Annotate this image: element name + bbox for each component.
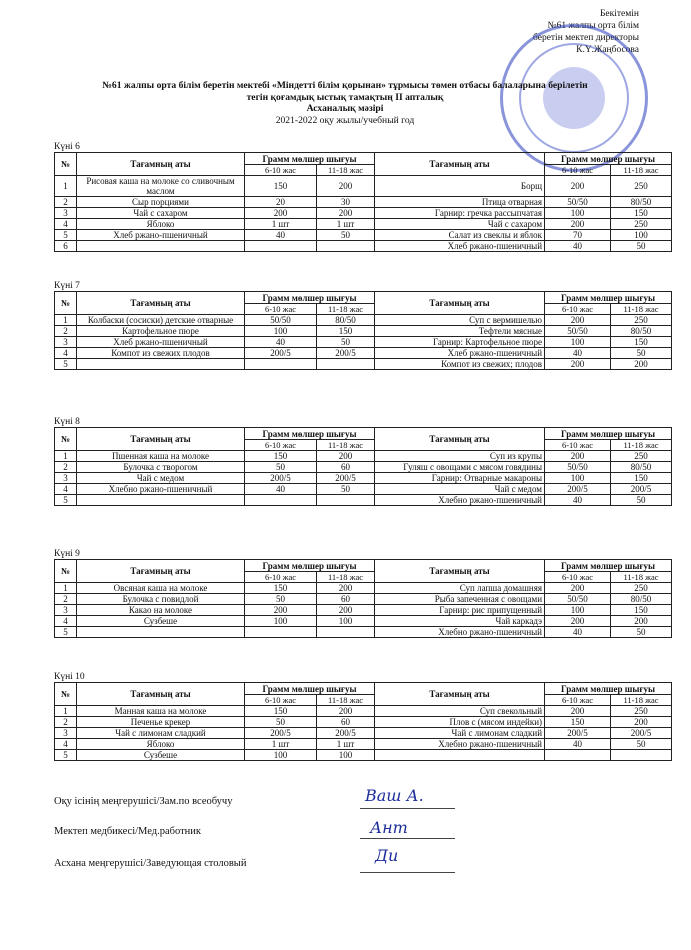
age-11-18-header: 11-18 жас [317, 304, 375, 315]
breakfast-dish: Печенье крекер [77, 717, 245, 728]
breakfast-dish: Какао на молоке [77, 605, 245, 616]
breakfast-dish: Сузбеше [77, 750, 245, 761]
row-number: 4 [55, 739, 77, 750]
lunch-dish: Хлебно ржано-пшеничный [375, 739, 545, 750]
lunch-gram-11-18: 80/50 [611, 197, 672, 208]
breakfast-gram-6-10: 50/50 [245, 315, 317, 326]
table-row [55, 359, 672, 370]
day-label: Күні 6 [54, 142, 80, 152]
breakfast-gram-11-18: 60 [317, 717, 375, 728]
lunch-gram-11-18: 200/5 [611, 484, 672, 495]
breakfast-gram-11-18 [317, 627, 375, 638]
age-6-10-header: 6-10 жас [545, 572, 611, 583]
breakfast-gram-11-18: 60 [317, 594, 375, 605]
lunch-gram-6-10: 50/50 [545, 197, 611, 208]
breakfast-dish: Яблоко [77, 219, 245, 230]
lunch-gram-6-10: 100 [545, 208, 611, 219]
breakfast-gram-6-10: 40 [245, 230, 317, 241]
breakfast-gram-6-10 [245, 359, 317, 370]
menu-table [54, 427, 672, 506]
day-label: Күні 8 [54, 417, 80, 427]
lunch-gram-11-18: 50 [611, 241, 672, 252]
menu-table [54, 682, 672, 761]
age-6-10-header: 6-10 жас [245, 165, 317, 176]
day-label: Күні 9 [54, 549, 80, 559]
breakfast-gram-11-18 [317, 495, 375, 506]
breakfast-gram-6-10: 50 [245, 717, 317, 728]
lunch-gram-6-10: 40 [545, 348, 611, 359]
menu-table [54, 559, 672, 638]
lunch-gram-6-10: 200 [545, 315, 611, 326]
row-number: 2 [55, 717, 77, 728]
table-row [55, 315, 672, 326]
lunch-dish [375, 750, 545, 761]
lunch-gram-header: Грамм мөлшер шығуы [545, 560, 672, 572]
lunch-dish: Гарнир: Картофельное пюре [375, 337, 545, 348]
breakfast-gram-11-18: 30 [317, 197, 375, 208]
lunch-dish: Суп лапша домашняя [375, 583, 545, 594]
breakfast-gram-6-10: 200/5 [245, 728, 317, 739]
breakfast-dish-header: Тағамның аты [77, 560, 245, 583]
breakfast-gram-6-10: 1 шт [245, 219, 317, 230]
breakfast-dish: Хлеб ржано-пшеничный [77, 230, 245, 241]
breakfast-dish [77, 495, 245, 506]
breakfast-dish-header: Тағамның аты [77, 292, 245, 315]
table-row [55, 219, 672, 230]
lunch-gram-11-18: 250 [611, 219, 672, 230]
table-row [55, 706, 672, 717]
row-number: 4 [55, 219, 77, 230]
breakfast-dish: Хлеб ржано-пшеничный [77, 337, 245, 348]
breakfast-gram-11-18: 50 [317, 230, 375, 241]
lunch-dish: Гарнир: рис припущенный [375, 605, 545, 616]
breakfast-gram-11-18: 50 [317, 337, 375, 348]
lunch-gram-11-18: 150 [611, 337, 672, 348]
table-row [55, 495, 672, 506]
table-row [55, 348, 672, 359]
lunch-dish: Чай с лимонам сладкий [375, 728, 545, 739]
table-row [55, 616, 672, 627]
breakfast-dish: Пшенная каша на молоке [77, 451, 245, 462]
table-row [55, 594, 672, 605]
breakfast-gram-6-10 [245, 627, 317, 638]
num-header: № [55, 683, 77, 706]
breakfast-dish: Чай с лимонам сладкий [77, 728, 245, 739]
table-row [55, 627, 672, 638]
row-number: 5 [55, 627, 77, 638]
lunch-gram-11-18: 200 [611, 717, 672, 728]
lunch-gram-6-10: 40 [545, 627, 611, 638]
lunch-dish-header: Тағамның аты [375, 153, 545, 176]
lunch-gram-11-18: 200 [611, 359, 672, 370]
lunch-gram-6-10: 200 [545, 176, 611, 197]
breakfast-gram-6-10: 100 [245, 750, 317, 761]
row-number: 2 [55, 462, 77, 473]
breakfast-gram-11-18: 1 шт [317, 219, 375, 230]
lunch-dish: Салат из свеклы и яблок [375, 230, 545, 241]
header-row [55, 683, 672, 695]
lunch-dish: Птица отварная [375, 197, 545, 208]
document-title [20, 80, 670, 126]
lunch-gram-6-10: 200/5 [545, 728, 611, 739]
breakfast-gram-6-10 [245, 495, 317, 506]
breakfast-gram-11-18 [317, 359, 375, 370]
lunch-dish: Борщ [375, 176, 545, 197]
breakfast-dish: Рисовая каша на молоке со сливочным маслом [77, 176, 245, 197]
table-row [55, 241, 672, 252]
lunch-dish-header: Тағамның аты [375, 683, 545, 706]
row-number: 5 [55, 750, 77, 761]
lunch-dish: Хлеб ржано-пшеничный [375, 348, 545, 359]
lunch-gram-6-10: 40 [545, 241, 611, 252]
approval-line-1: Бекітемін [599, 9, 639, 19]
lunch-gram-11-18: 50 [611, 348, 672, 359]
row-number: 3 [55, 337, 77, 348]
breakfast-gram-11-18: 100 [317, 750, 375, 761]
lunch-gram-header: Грамм мөлшер шығуы [545, 683, 672, 695]
lunch-gram-11-18: 50 [611, 627, 672, 638]
menu-table [54, 291, 672, 370]
lunch-gram-11-18: 250 [611, 451, 672, 462]
signature-3-role: Асхана меңгерушісі/Заведующая столовый [54, 858, 247, 869]
breakfast-gram-6-10: 100 [245, 616, 317, 627]
breakfast-gram-11-18: 50 [317, 484, 375, 495]
lunch-gram-6-10: 40 [545, 739, 611, 750]
breakfast-gram-11-18: 200 [317, 605, 375, 616]
lunch-gram-6-10: 200 [545, 451, 611, 462]
lunch-dish: Плов с (мясом индейки) [375, 717, 545, 728]
table-row [55, 728, 672, 739]
signature-1-role: Оқу ісінің меңгерушісі/Зам.по всеобучу [54, 796, 233, 807]
breakfast-dish: Сузбеше [77, 616, 245, 627]
age-6-10-header: 6-10 жас [545, 165, 611, 176]
table-row [55, 739, 672, 750]
lunch-dish-header: Тағамның аты [375, 292, 545, 315]
lunch-dish: Суп свекольный [375, 706, 545, 717]
lunch-gram-6-10: 200 [545, 359, 611, 370]
age-11-18-header: 11-18 жас [611, 165, 672, 176]
breakfast-dish: Сыр порциями [77, 197, 245, 208]
age-11-18-header: 11-18 жас [317, 572, 375, 583]
school-year: 2021-2022 оқу жылы/учебный год [275, 114, 415, 126]
row-number: 2 [55, 197, 77, 208]
signature-2-line [360, 838, 455, 839]
age-6-10-header: 6-10 жас [245, 695, 317, 706]
breakfast-gram-6-10: 200 [245, 605, 317, 616]
approval-line-4: К.Ү.Жаңбосова [576, 45, 639, 55]
breakfast-gram-6-10: 40 [245, 484, 317, 495]
lunch-dish: Суп из крупы [375, 451, 545, 462]
table-row [55, 230, 672, 241]
breakfast-gram-11-18: 200/5 [317, 348, 375, 359]
title-line-3: Асханалық мәзірі [306, 103, 384, 114]
lunch-dish: Хлебно ржано-пшеничный [375, 627, 545, 638]
breakfast-gram-11-18 [317, 241, 375, 252]
menu-table [54, 152, 672, 252]
lunch-gram-11-18: 250 [611, 706, 672, 717]
lunch-gram-11-18: 150 [611, 473, 672, 484]
breakfast-gram-11-18: 100 [317, 616, 375, 627]
row-number: 4 [55, 616, 77, 627]
breakfast-dish: Булочка с повидлой [77, 594, 245, 605]
age-6-10-header: 6-10 жас [245, 304, 317, 315]
age-11-18-header: 11-18 жас [317, 440, 375, 451]
table-row [55, 208, 672, 219]
breakfast-dish-header: Тағамның аты [77, 683, 245, 706]
lunch-gram-6-10: 200 [545, 583, 611, 594]
lunch-gram-11-18: 80/50 [611, 326, 672, 337]
breakfast-dish: Хлебно ржано-пшеничный [77, 484, 245, 495]
lunch-dish: Хлебно ржано-пшеничный [375, 495, 545, 506]
lunch-dish-header: Тағамның аты [375, 428, 545, 451]
lunch-gram-11-18: 200 [611, 616, 672, 627]
breakfast-gram-6-10: 20 [245, 197, 317, 208]
row-number: 3 [55, 473, 77, 484]
lunch-gram-6-10: 200/5 [545, 484, 611, 495]
num-header: № [55, 560, 77, 583]
breakfast-gram-11-18: 200/5 [317, 728, 375, 739]
lunch-dish: Компот из свежих; плодов [375, 359, 545, 370]
lunch-dish: Гарнир: Отварные макароны [375, 473, 545, 484]
age-11-18-header: 11-18 жас [317, 165, 375, 176]
row-number: 1 [55, 583, 77, 594]
breakfast-gram-6-10: 200 [245, 208, 317, 219]
breakfast-gram-6-10: 50 [245, 462, 317, 473]
breakfast-gram-6-10: 150 [245, 451, 317, 462]
breakfast-gram-header: Грамм мөлшер шығуы [245, 292, 375, 304]
age-11-18-header: 11-18 жас [611, 695, 672, 706]
lunch-gram-6-10: 100 [545, 337, 611, 348]
num-header: № [55, 292, 77, 315]
breakfast-gram-11-18: 200 [317, 583, 375, 594]
breakfast-dish [77, 359, 245, 370]
num-header: № [55, 428, 77, 451]
breakfast-gram-11-18: 1 шт [317, 739, 375, 750]
breakfast-dish-header: Тағамның аты [77, 428, 245, 451]
breakfast-dish: Картофельное пюре [77, 326, 245, 337]
row-number: 6 [55, 241, 77, 252]
lunch-gram-6-10: 50/50 [545, 462, 611, 473]
lunch-gram-6-10: 200 [545, 219, 611, 230]
row-number: 1 [55, 451, 77, 462]
age-6-10-header: 6-10 жас [245, 440, 317, 451]
lunch-dish: Чай с сахаром [375, 219, 545, 230]
breakfast-gram-11-18: 200 [317, 706, 375, 717]
breakfast-dish: Овсяная каша на молоке [77, 583, 245, 594]
approval-line-3: беретін мектеп директоры [533, 33, 639, 43]
row-number: 2 [55, 326, 77, 337]
breakfast-gram-6-10: 50 [245, 594, 317, 605]
lunch-gram-11-18: 250 [611, 315, 672, 326]
lunch-gram-11-18: 80/50 [611, 594, 672, 605]
breakfast-gram-6-10: 200/5 [245, 348, 317, 359]
lunch-gram-header: Грамм мөлшер шығуы [545, 428, 672, 440]
lunch-gram-6-10: 70 [545, 230, 611, 241]
breakfast-gram-6-10: 40 [245, 337, 317, 348]
signature-3-mark: Ди [375, 846, 399, 865]
breakfast-gram-11-18: 60 [317, 462, 375, 473]
table-row [55, 462, 672, 473]
num-header: № [55, 153, 77, 176]
title-line-2: тегін қоғамдық ыстық тамақтың II апталық [246, 91, 444, 103]
breakfast-gram-11-18: 200 [317, 451, 375, 462]
header-row [55, 560, 672, 572]
approval-line-2: №61 жалпы орта білім [547, 21, 639, 31]
table-row [55, 473, 672, 484]
lunch-dish: Суп с вермишелью [375, 315, 545, 326]
lunch-gram-6-10: 50/50 [545, 326, 611, 337]
lunch-gram-11-18: 50 [611, 739, 672, 750]
day-label: Күні 10 [54, 672, 85, 682]
lunch-gram-11-18: 150 [611, 208, 672, 219]
row-number: 5 [55, 495, 77, 506]
lunch-gram-6-10: 100 [545, 605, 611, 616]
age-11-18-header: 11-18 жас [611, 572, 672, 583]
age-11-18-header: 11-18 жас [317, 695, 375, 706]
breakfast-gram-6-10: 200/5 [245, 473, 317, 484]
age-6-10-header: 6-10 жас [545, 304, 611, 315]
breakfast-dish [77, 627, 245, 638]
age-11-18-header: 11-18 жас [611, 440, 672, 451]
lunch-gram-11-18: 200/5 [611, 728, 672, 739]
lunch-gram-11-18 [611, 750, 672, 761]
lunch-gram-6-10: 200 [545, 616, 611, 627]
lunch-gram-6-10: 200 [545, 706, 611, 717]
age-6-10-header: 6-10 жас [545, 440, 611, 451]
row-number: 2 [55, 594, 77, 605]
header-row [55, 292, 672, 304]
lunch-dish: Гуляш с овощами с мясом говядины [375, 462, 545, 473]
breakfast-dish: Компот из свежих плодов [77, 348, 245, 359]
table-row [55, 484, 672, 495]
age-11-18-header: 11-18 жас [611, 304, 672, 315]
row-number: 5 [55, 359, 77, 370]
lunch-gram-11-18: 150 [611, 605, 672, 616]
lunch-gram-6-10 [545, 750, 611, 761]
breakfast-dish: Манная каша на молоке [77, 706, 245, 717]
table-row [55, 326, 672, 337]
lunch-gram-11-18: 250 [611, 583, 672, 594]
title-line-1: №61 жалпы орта білім беретін мектебі «Міндетті білім қорынан» тұрмысы төмен отбасы балаларына берілетін [102, 80, 588, 91]
breakfast-gram-header: Грамм мөлшер шығуы [245, 428, 375, 440]
breakfast-dish: Колбаски (сосиски) детские отварные [77, 315, 245, 326]
breakfast-gram-6-10: 150 [245, 176, 317, 197]
lunch-gram-header: Грамм мөлшер шығуы [545, 292, 672, 304]
breakfast-gram-header: Грамм мөлшер шығуы [245, 683, 375, 695]
breakfast-dish [77, 241, 245, 252]
lunch-gram-6-10: 150 [545, 717, 611, 728]
age-6-10-header: 6-10 жас [545, 695, 611, 706]
breakfast-dish-header: Тағамның аты [77, 153, 245, 176]
row-number: 3 [55, 728, 77, 739]
row-number: 3 [55, 208, 77, 219]
breakfast-gram-6-10: 1 шт [245, 739, 317, 750]
table-row [55, 451, 672, 462]
breakfast-gram-6-10: 100 [245, 326, 317, 337]
row-number: 1 [55, 706, 77, 717]
table-row [55, 176, 672, 197]
table-row [55, 583, 672, 594]
lunch-gram-11-18: 80/50 [611, 462, 672, 473]
day-label: Күні 7 [54, 281, 80, 291]
signature-3-line [360, 872, 455, 873]
lunch-dish: Рыба запеченная с овощами [375, 594, 545, 605]
breakfast-gram-header: Грамм мөлшер шығуы [245, 153, 375, 165]
breakfast-gram-6-10: 150 [245, 706, 317, 717]
breakfast-gram-header: Грамм мөлшер шығуы [245, 560, 375, 572]
lunch-dish: Тефтели мясные [375, 326, 545, 337]
row-number: 4 [55, 348, 77, 359]
header-row [55, 153, 672, 165]
lunch-gram-6-10: 40 [545, 495, 611, 506]
row-number: 1 [55, 315, 77, 326]
breakfast-dish: Чай с медом [77, 473, 245, 484]
age-6-10-header: 6-10 жас [245, 572, 317, 583]
signature-1-mark: Ваш А. [365, 786, 424, 805]
table-row [55, 197, 672, 208]
table-row [55, 605, 672, 616]
breakfast-gram-6-10 [245, 241, 317, 252]
lunch-dish: Чай с медом [375, 484, 545, 495]
lunch-gram-6-10: 50/50 [545, 594, 611, 605]
lunch-dish: Гарнир: гречка рассыпчатая [375, 208, 545, 219]
breakfast-dish: Яблоко [77, 739, 245, 750]
lunch-gram-header: Грамм мөлшер шығуы [545, 153, 672, 165]
lunch-gram-6-10: 100 [545, 473, 611, 484]
row-number: 3 [55, 605, 77, 616]
breakfast-gram-11-18: 150 [317, 326, 375, 337]
header-row [55, 428, 672, 440]
row-number: 4 [55, 484, 77, 495]
lunch-gram-11-18: 250 [611, 176, 672, 197]
signature-2-mark: Ант [370, 818, 408, 837]
breakfast-gram-11-18: 200 [317, 208, 375, 219]
breakfast-gram-11-18: 200/5 [317, 473, 375, 484]
lunch-dish: Чай каркадэ [375, 616, 545, 627]
lunch-dish: Хлеб ржано-пшеничный [375, 241, 545, 252]
row-number: 1 [55, 176, 77, 197]
breakfast-gram-11-18: 200 [317, 176, 375, 197]
table-row [55, 717, 672, 728]
lunch-gram-11-18: 50 [611, 495, 672, 506]
signature-1-line [360, 808, 455, 809]
table-row [55, 337, 672, 348]
breakfast-gram-11-18: 80/50 [317, 315, 375, 326]
row-number: 5 [55, 230, 77, 241]
table-row [55, 750, 672, 761]
signature-2-role: Мектеп медбикесі/Мед.работник [54, 826, 202, 837]
lunch-dish-header: Тағамның аты [375, 560, 545, 583]
breakfast-dish: Чай с сахаром [77, 208, 245, 219]
breakfast-gram-6-10: 150 [245, 583, 317, 594]
lunch-gram-11-18: 100 [611, 230, 672, 241]
breakfast-dish: Булочка с творогом [77, 462, 245, 473]
